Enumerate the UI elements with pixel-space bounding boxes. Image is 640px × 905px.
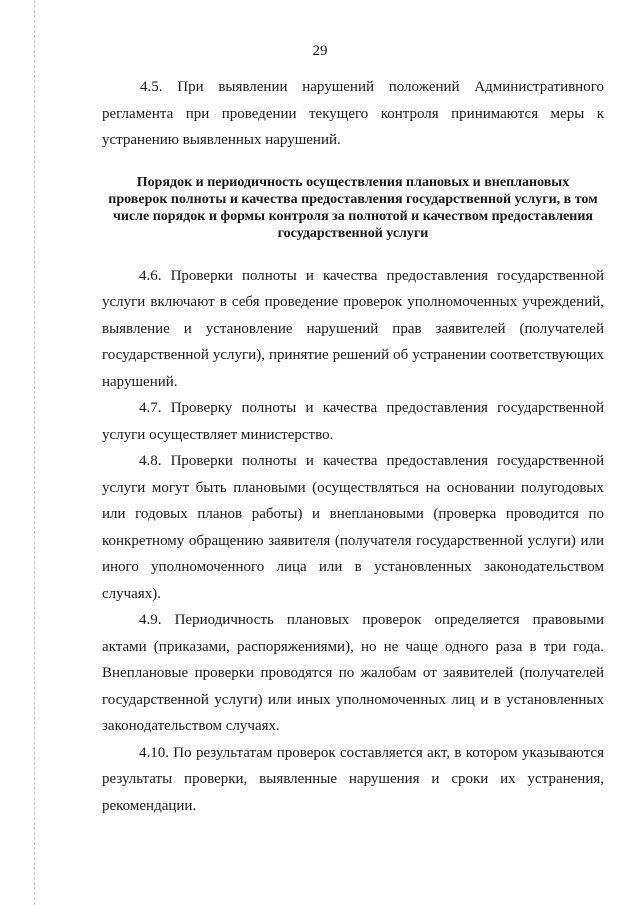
paragraph-4-9: 4.9. Периодичность плановых проверок определяется правовыми актами (приказами, распоряжениями), но не чаще одного раза в три года. Внеплановые проверки проводятся по жалобам от заявителей (получателей государственной услуги) или иных уполномоченных лиц и в установленных законодательством случаях. xyxy=(102,612,604,734)
document-body xyxy=(102,74,604,819)
paragraph-4-8: 4.8. Проверки полноты и качества предоставления государственной услуги могут быть плановыми (осуществляться на основании полугодовых или годовых планов работы) и внеплановыми (проверка проводится по конкретному обращению заявителя (получателя государственной услуги) или иного уполномоченного лица или в установленных законодательством случаях). xyxy=(102,453,604,602)
paragraph-4-5: 4.5. При выявлении нарушений положений Административного регламента при проведении текущего контроля принимаются меры к устранению выявленных нарушений. xyxy=(102,79,604,148)
paragraph-4-7: 4.7. Проверку полноты и качества предоставления государственной услуги осуществляет министерство. xyxy=(102,400,604,443)
scan-left-edge xyxy=(34,0,35,905)
paragraph-4-6: 4.6. Проверки полноты и качества предоставления государственной услуги включают в себя проведение проверок уполномоченных учреждений, выявление и установление нарушений прав заявителей (получателей государственной услуги), принятие решений об устранении соответствующих нарушений. xyxy=(102,267,604,390)
paragraph-4-10: 4.10. По результатам проверок составляется акт, в котором указываются результаты проверки, выявленные нарушения и сроки их устранения, рекомендации. xyxy=(102,744,604,814)
section-heading: Порядок и периодичность осуществления плановых и внеплановых проверок полноты и качества предоставления государственной услуги, в том числе порядок и формы контроля за полнотой и качеством предоставления государственной услуги xyxy=(108,174,598,241)
page-number: 29 xyxy=(312,43,328,59)
